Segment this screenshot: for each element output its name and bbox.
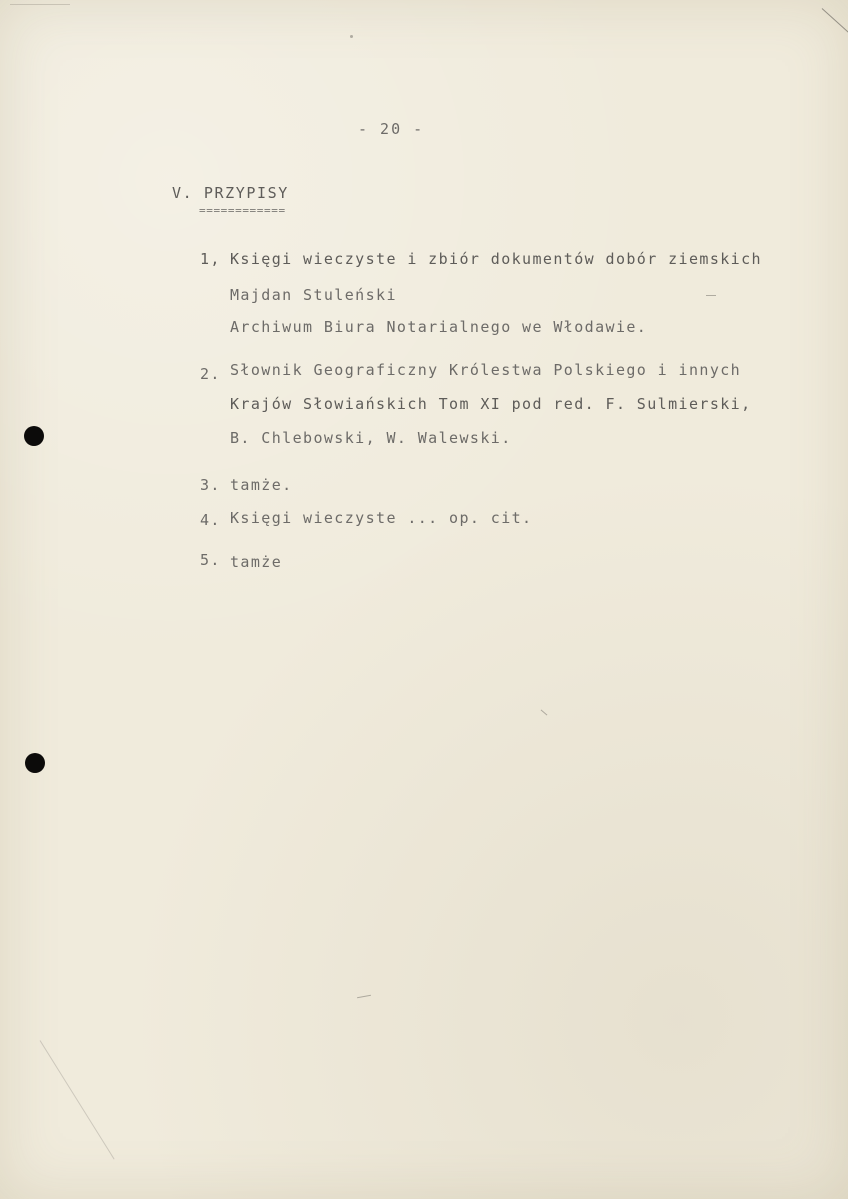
paper-speck (541, 710, 548, 716)
note-number-2: 2. (200, 365, 221, 383)
note-number-3: 3. (200, 476, 221, 494)
note-1-line-3: Archiwum Biura Notarialnego we Włodawie. (230, 318, 648, 336)
corner-crease-mark (822, 8, 848, 33)
note-2-line-2: Krajów Słowiańskich Tom XI pod red. F. Sulmierski, (230, 395, 752, 413)
note-number-5: 5. (200, 551, 221, 569)
note-1-line-2: Majdan Stuleński (230, 286, 397, 304)
paper-fold-mark (10, 4, 70, 5)
punch-hole-bottom (25, 753, 45, 773)
note-2-line-3: B. Chlebowski, W. Walewski. (230, 429, 512, 447)
page-number: - 20 - (358, 120, 425, 138)
paper-speck (706, 295, 716, 296)
paper-speck (350, 35, 353, 38)
paper-speck (357, 995, 371, 998)
note-4-line-1: Księgi wieczyste ... op. cit. (230, 509, 533, 527)
section-heading: V. PRZYPISY (172, 184, 289, 202)
note-5-line-1: tamże (230, 553, 283, 571)
punch-hole-top (24, 426, 44, 446)
note-number-1: 1, (200, 250, 221, 268)
note-number-4: 4. (200, 511, 221, 529)
note-2-line-1: Słownik Geograficzny Królestwa Polskiego i innych (230, 361, 742, 379)
note-1-line-1: Księgi wieczyste i zbiór dokumentów dobór ziemskich (230, 250, 762, 268)
note-3-line-1: tamże. (230, 476, 293, 494)
heading-underline: ============ (199, 204, 286, 217)
paper-scratch-mark (40, 1040, 115, 1159)
